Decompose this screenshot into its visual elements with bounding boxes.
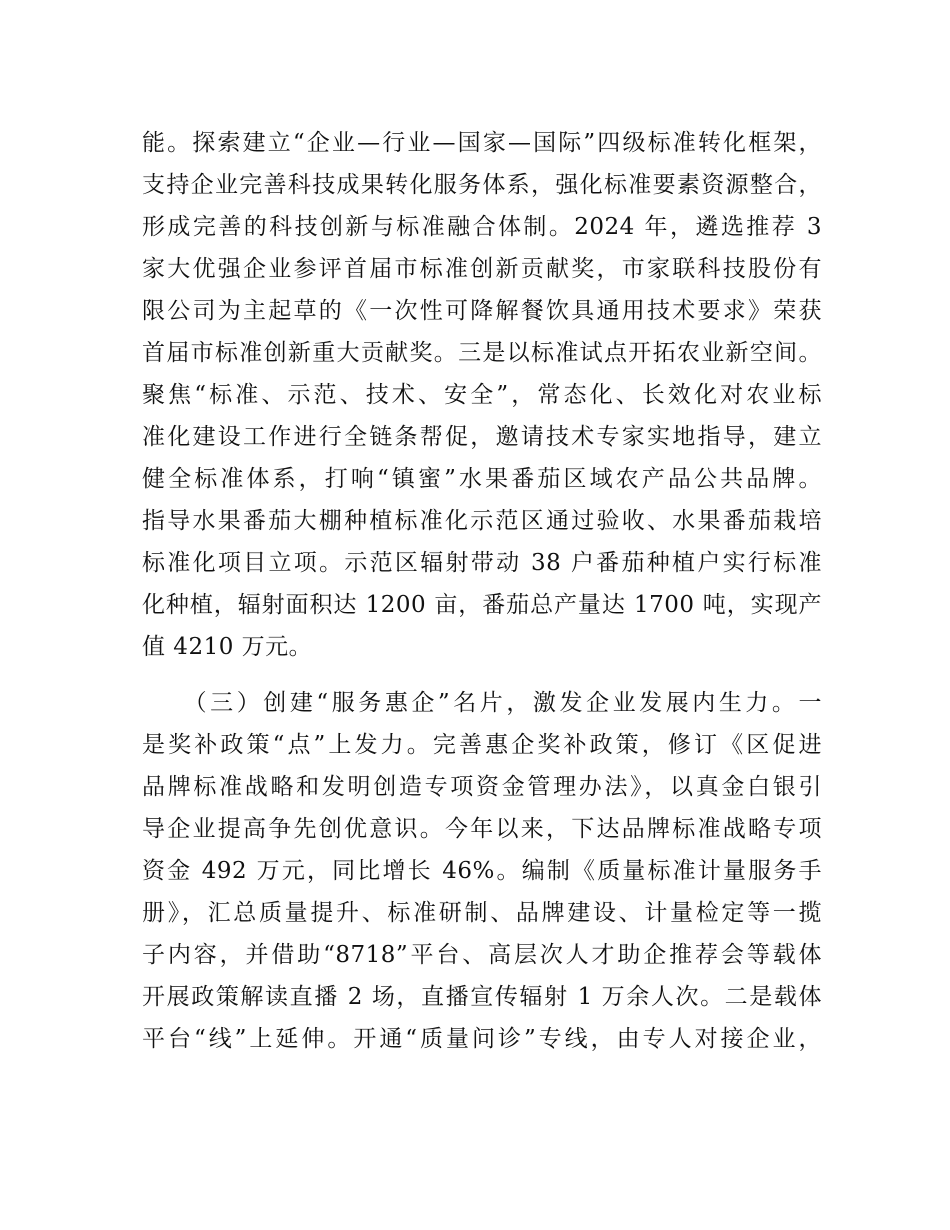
text-line: 子内容，并借助“8718”平台、高层次人才助企推荐会等载体 bbox=[142, 942, 822, 968]
text-line: 准化建设工作进行全链条帮促，邀请技术专家实地指导，建立 bbox=[142, 424, 822, 450]
text-line: 值 4210 万元。 bbox=[142, 634, 313, 660]
text-line: 限公司为主起草的《一次性可降解餐饮具通用技术要求》荣获 bbox=[142, 298, 822, 324]
text-line: 导企业提高争先创优意识。今年以来，下达品牌标准战略专项 bbox=[142, 816, 822, 842]
text-line: 支持企业完善科技成果转化服务体系，强化标准要素资源整合， bbox=[142, 172, 822, 198]
text-line: 能。探索建立“企业—行业—国家—国际”四级标准转化框架， bbox=[142, 130, 822, 156]
text-line: 册》，汇总质量提升、标准研制、品牌建设、计量检定等一揽 bbox=[142, 900, 822, 926]
paragraph-service-enterprise bbox=[142, 682, 822, 1060]
text-line: 家大优强企业参评首届市标准创新贡献奖，市家联科技股份有 bbox=[142, 256, 822, 282]
text-line: 是奖补政策“点”上发力。完善惠企奖补政策，修订《区促进 bbox=[142, 732, 822, 758]
text-line: 首届市标准创新重大贡献奖。三是以标准试点开拓农业新空间。 bbox=[142, 340, 822, 366]
text-line: 开展政策解读直播 2 场，直播宣传辐射 1 万余人次。二是载体 bbox=[142, 984, 822, 1010]
text-line: 品牌标准战略和发明创造专项资金管理办法》，以真金白银引 bbox=[142, 774, 822, 800]
text-line: 平台“线”上延伸。开通“质量问诊”专线，由专人对接企业， bbox=[142, 1026, 822, 1052]
text-line: 聚焦“标准、示范、技术、安全”，常态化、长效化对农业标 bbox=[142, 382, 822, 408]
text-line: 健全标准体系，打响“镇蜜”水果番茄区域农产品公共品牌。 bbox=[142, 466, 822, 492]
text-line: 形成完善的科技创新与标准融合体制。2024 年，遴选推荐 3 bbox=[142, 214, 822, 240]
text-line: （三）创建“服务惠企”名片，激发企业发展内生力。一 bbox=[142, 690, 822, 716]
text-line: 标准化项目立项。示范区辐射带动 38 户番茄种植户实行标准 bbox=[142, 550, 822, 576]
text-line: 化种植，辐射面积达 1200 亩，番茄总产量达 1700 吨，实现产 bbox=[142, 592, 822, 618]
text-line: 资金 492 万元，同比增长 46%。编制《质量标准计量服务手 bbox=[142, 858, 822, 884]
text-line: 指导水果番茄大棚种植标准化示范区通过验收、水果番茄栽培 bbox=[142, 508, 822, 534]
paragraph-standards-innovation bbox=[142, 122, 822, 668]
